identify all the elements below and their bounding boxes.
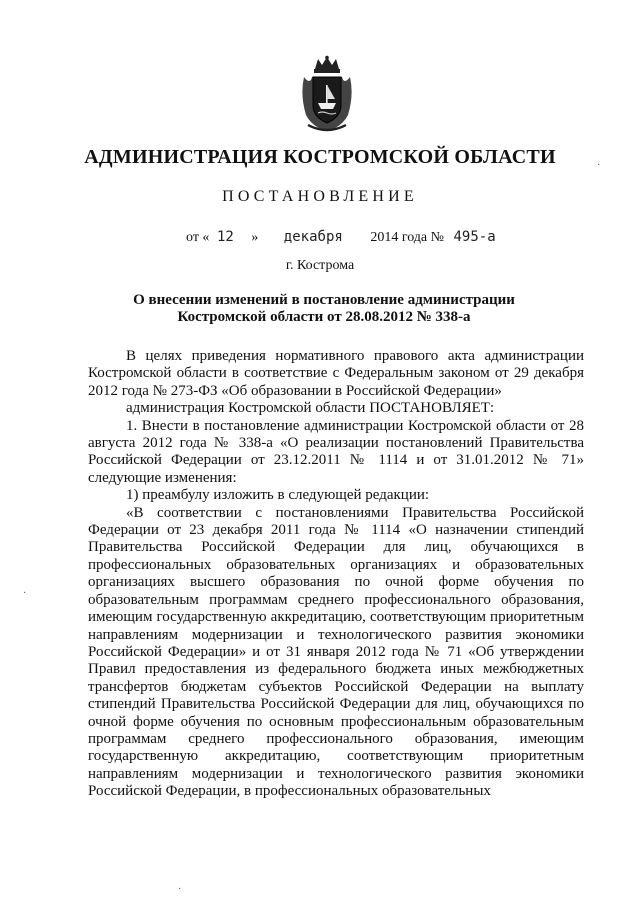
city: г. Кострома [285,258,355,273]
date-month: декабря [283,229,343,245]
document-title: О внесении изменений в постановление администрации Костромской области от 28.08.2012 № 338-а [133,292,515,325]
date-day: 12 [216,229,234,245]
document-body [88,348,584,801]
scan-dot: · [597,160,601,171]
date-number-line [186,229,496,246]
organization-title: АДМИНИСТРАЦИЯ КОСТРОМСКОЙ ОБЛАСТИ [84,146,556,168]
paragraph: «В соответствии с постановлениями Правительства Российской Федерации от 23 декабря 2011 года № 1114 «О назначении стипендий Правительства Российской Федерации для лиц, обучающихся в профессиональных образовательных организациях и образовательных организациях высшего образования по очной форме обучения по образовательным программам среднего профессионального образования, имеющим государственную аккредитацию, соответствующим приоритетным направлениям модернизации и технологического развития экономики Российской Федерации» и от 31 января 2012 года № 71 «Об утверждении Правил предоставления из федерального бюджета иных межбюджетных трансфертов бюджетам субъектов Российской Федерации на выплату стипендий Правительства Российской Федерации для лиц, обучающихся по очной форме обучения по основным профессиональным образовательным программам среднего профессионального образования, имеющим государственную аккредитацию, соответствующим приоритетным направлениям модернизации и технологического развития экономики Российской Федерации, в профессиональных образовательных [88,504,584,800]
scan-dot: · [23,588,27,599]
document-type: ПОСТАНОВЛЕНИЕ [222,188,418,205]
paragraph: В целях приведения нормативного правового акта администрации Костромской области в соответствие с Федеральным законом от 29 декабря 2012 года № 273-ФЗ «Об образовании в Российской Федерации» [88,348,584,399]
paragraph: администрация Костромской области ПОСТАНОВЛЯЕТ: [126,400,495,417]
paragraph: 1. Внести в постановление администрации Костромской области от 28 августа 2012 года № 338-а «О реализации постановлений Правительства Российской Федерации от 23.12.2011 № 1114 и от 31.01.2012 № 71» следующие изменения: [88,417,584,486]
document-number: 495-а [453,229,496,245]
date-year: 2014 года № [370,230,444,245]
paragraph: 1) преамбулу изложить в следующей редакции: [126,487,430,504]
date-prefix: от « [186,230,210,245]
date-day-suffix: » [251,230,259,245]
coat-of-arms-emblem [298,55,356,133]
scan-dot: · [178,884,182,895]
